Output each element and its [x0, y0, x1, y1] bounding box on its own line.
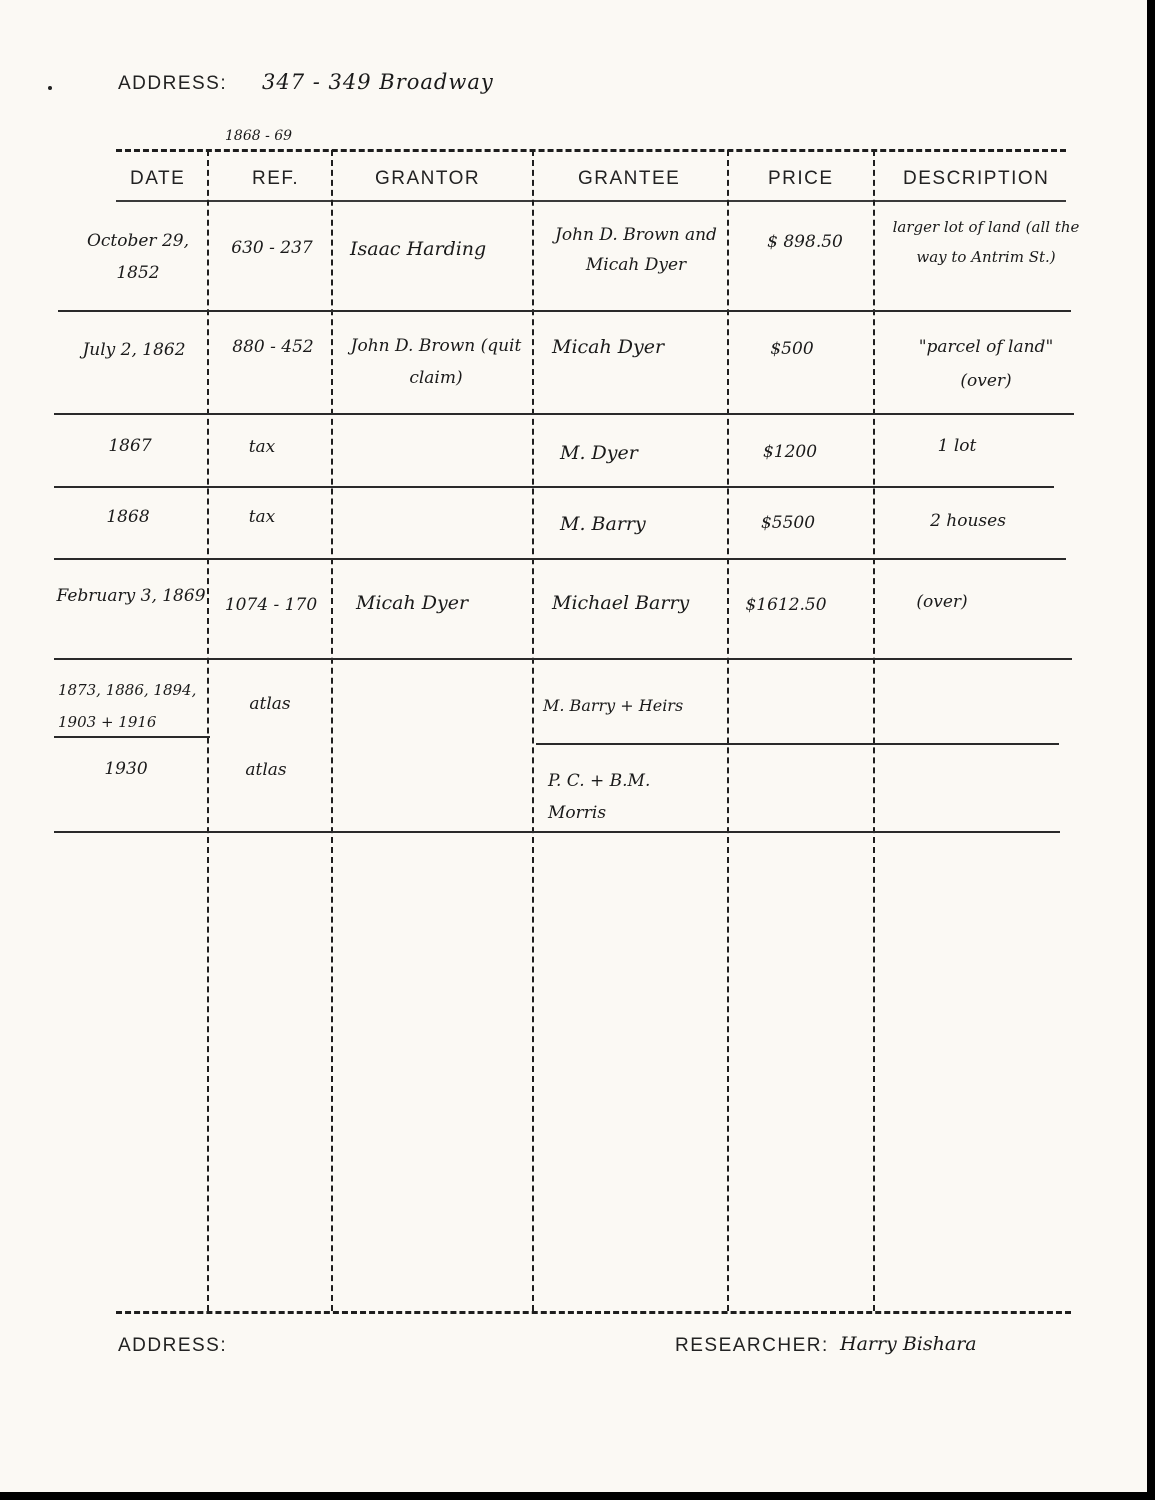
address-label: ADDRESS:: [118, 73, 228, 94]
row-separator: [54, 558, 1066, 560]
row-1-grantor: Isaac Harding: [350, 238, 487, 260]
row-3-description: 1 lot: [937, 436, 977, 456]
column-divider: [727, 150, 729, 1311]
row-2-price: $500: [770, 339, 814, 359]
row-3-grantee: M. Dyer: [560, 442, 638, 464]
row-1-description: larger lot of land (all the way to Antrim St.): [892, 218, 1080, 266]
row-4-date: 1868: [106, 507, 150, 527]
row-6-grantee: M. Barry + Heirs: [543, 696, 684, 715]
row-separator: [54, 658, 1072, 660]
row-separator: [54, 831, 1060, 833]
row-5-ref: 1074 - 170: [224, 595, 318, 615]
row-4-ref: tax: [248, 507, 276, 527]
row-2-grantor: John D. Brown (quit claim): [350, 336, 522, 388]
row-6-date: 1873, 1886, 1894, 1903 + 1916: [58, 681, 197, 731]
row-separator: [54, 413, 1074, 415]
ref-year-note: 1868 - 69: [225, 128, 293, 144]
row-2-date: July 2, 1862: [82, 340, 186, 360]
row-7-grantee: P. C. + B.M. Morris: [548, 771, 651, 823]
column-divider: [532, 150, 534, 1311]
table-top-rule: [116, 149, 1066, 152]
column-header-ref: REF.: [252, 168, 300, 189]
row-7-ref: atlas: [245, 760, 287, 780]
column-divider: [331, 150, 333, 1311]
row-2-grantee: Micah Dyer: [552, 336, 665, 358]
row-3-ref: tax: [248, 437, 276, 457]
row-2-ref: 880 - 452: [232, 337, 314, 357]
column-divider: [873, 150, 875, 1311]
row-3-date: 1867: [108, 436, 152, 456]
row-5-date: February 3, 1869: [56, 586, 206, 606]
row-4-grantee: M. Barry: [560, 513, 646, 535]
row-3-price: $1200: [762, 442, 818, 462]
row-separator: [54, 486, 1054, 488]
column-header-date: DATE: [130, 168, 186, 189]
row-5-price: $1612.50: [745, 595, 827, 615]
row-5-grantor: Micah Dyer: [356, 592, 469, 614]
researcher-label: RESEARCHER:: [675, 1335, 829, 1356]
column-header-grantor: GRANTOR: [375, 168, 481, 189]
row-2-description: "parcel of land" (over): [918, 337, 1054, 391]
footer-address-label: ADDRESS:: [118, 1335, 228, 1356]
stray-mark: [48, 86, 52, 90]
row-1-price: $ 898.50: [767, 232, 843, 252]
address-value: 347 - 349 Broadway: [262, 70, 494, 94]
column-header-grantee: GRANTEE: [578, 168, 681, 189]
row-6-ref: atlas: [249, 694, 291, 714]
row-1-date: October 29, 1852: [86, 231, 190, 283]
researcher-name: Harry Bishara: [840, 1333, 977, 1355]
row-5-description: (over): [916, 592, 968, 612]
row-4-description: 2 houses: [930, 511, 1006, 531]
header-bottom-rule: [116, 200, 1066, 202]
row-5-grantee: Michael Barry: [552, 592, 690, 614]
column-header-description: DESCRIPTION: [903, 168, 1050, 189]
column-header-price: PRICE: [768, 168, 834, 189]
table-bottom-rule: [116, 1311, 1071, 1314]
row-separator: [536, 743, 1059, 745]
row-1-grantee: John D. Brown and Micah Dyer: [555, 225, 717, 275]
row-7-date: 1930: [104, 759, 148, 779]
row-1-ref: 630 - 237: [231, 238, 313, 258]
row-4-price: $5500: [760, 513, 816, 533]
row-separator: [58, 310, 1071, 312]
column-divider: [207, 150, 209, 1311]
